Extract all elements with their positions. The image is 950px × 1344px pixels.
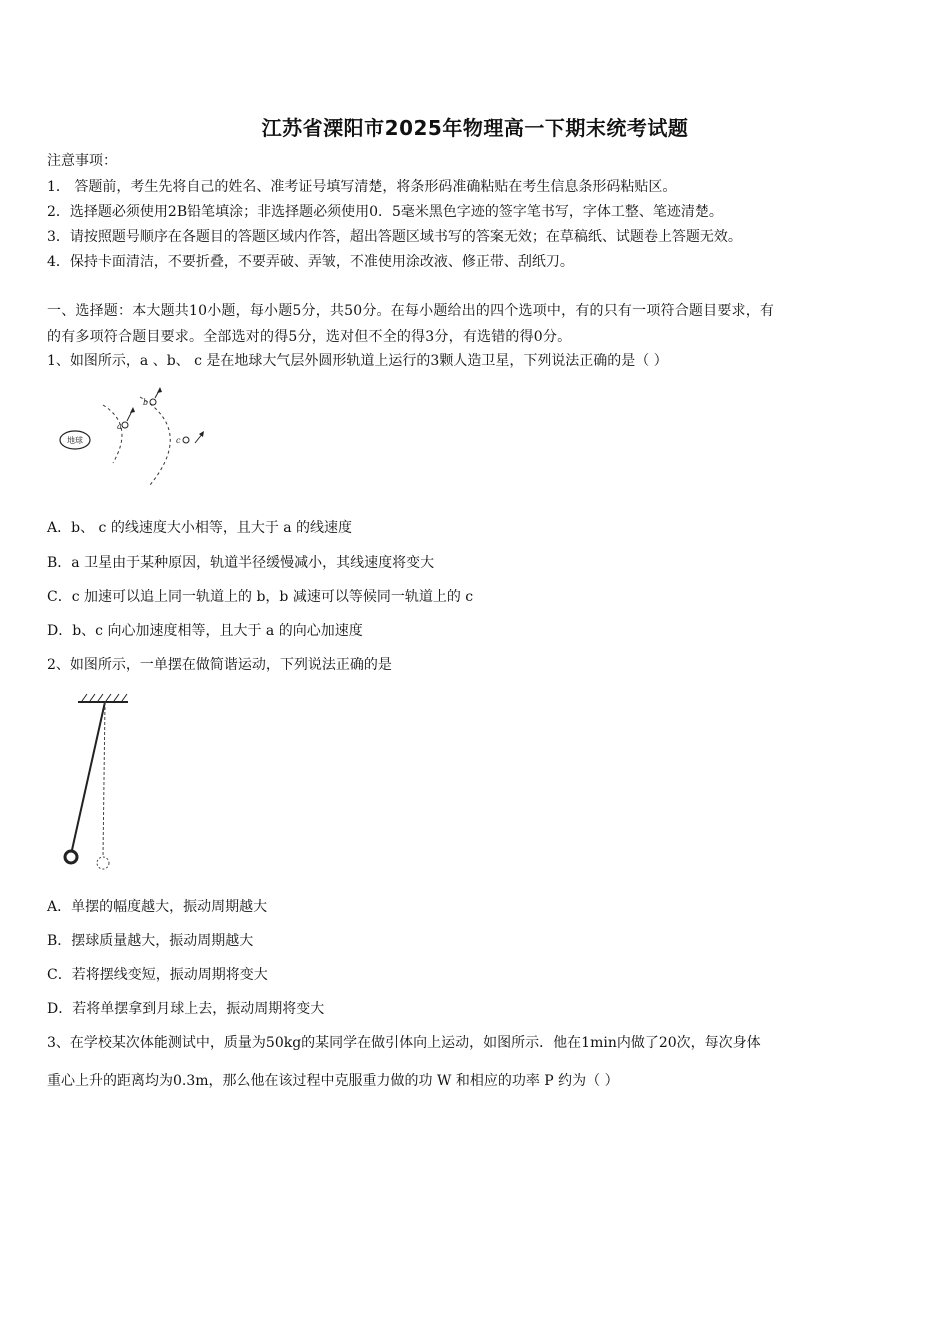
notice-item: 2．选择题必须使用2B铅笔填涂；非选择题必须使用0．5毫米黑色字迹的签字笔书写，字体工整、笔迹清楚。: [47, 204, 723, 220]
pendulum-bob: [65, 851, 77, 863]
satellite-c: [183, 437, 189, 443]
notice-item: 4．保持卡面清洁，不要折叠，不要弄破、弄皱，不准使用涂改液、修正带、刮纸刀。: [47, 254, 574, 270]
satellite-b: [150, 399, 156, 405]
question-1-option-c: C．c 加速可以追上同一轨道上的 b，b 减速可以等候同一轨道上的 c: [47, 589, 474, 605]
question-1-option-b: B．a 卫星由于某种原因，轨道半径缓慢减小，其线速度将变大: [47, 555, 435, 571]
pendulum-figure: [60, 690, 135, 875]
velocity-arrowhead-a: [130, 407, 135, 413]
satellite-c-label: c: [176, 436, 181, 445]
velocity-arrowhead-c: [199, 431, 204, 437]
satellite-a: [122, 422, 128, 428]
question-1-option-d: D．b、c 向心加速度相等，且大于 a 的向心加速度: [47, 623, 363, 639]
notice-item: 1． 答题前，考生先将自己的姓名、准考证号填写清楚，将条形码准确粘贴在考生信息条形码粘贴区。: [47, 179, 677, 195]
question-2-option-c: C．若将摆线变短，振动周期将变大: [47, 967, 268, 983]
equilibrium-string: [103, 702, 105, 857]
page-title: 江苏省溧阳市2025年物理高一下期末统考试题: [261, 116, 689, 140]
section-intro-line-2: 的有多项符合题目要求。全部选对的得5分，选对但不全的得3分，有选错的得0分。: [47, 329, 572, 345]
orbit-a: [103, 405, 122, 463]
question-3-stem-line-1: 3、在学校某次体能测试中，质量为50kg的某同学在做引体向上运动，如图所示．他在1min内做了20次，每次身体: [47, 1035, 761, 1051]
question-2-option-d: D．若将单摆拿到月球上去，振动周期将变大: [47, 1001, 325, 1017]
notice-item: 3．请按照题号顺序在各题目的答题区域内作答，超出答题区域书写的答案无效；在草稿纸、试题卷上答题无效。: [47, 229, 742, 245]
pendulum-string: [72, 702, 105, 850]
question-3-stem-line-2: 重心上升的距离均为0.3m，那么他在该过程中克服重力做的功 W 和相应的功率 P 约为（ ）: [47, 1073, 619, 1089]
satellite-orbit-figure: [55, 385, 215, 490]
equilibrium-bob: [97, 857, 109, 869]
satellite-b-label: b: [143, 398, 149, 407]
question-2-stem: 2、如图所示，一单摆在做简谐运动，下列说法正确的是: [47, 657, 392, 673]
earth-label: 地球: [67, 436, 83, 445]
question-2-option-a: A．单摆的幅度越大，振动周期越大: [47, 899, 268, 915]
orbit-bc: [140, 397, 170, 485]
notice-heading: 注意事项：: [47, 153, 117, 169]
section-intro-line-1: 一、选择题：本大题共10小题，每小题5分，共50分。在每小题给出的四个选项中，有的只有一项符合题目要求，有: [47, 303, 775, 319]
ceiling-hatch: [82, 694, 127, 701]
satellite-a-label: a: [117, 422, 122, 431]
question-1-stem: 1、如图所示，a 、b、 c 是在地球大气层外圆形轨道上运行的3颗人造卫星，下列说法正确的是（ ）: [47, 353, 668, 369]
velocity-arrowhead-b: [157, 387, 162, 393]
question-1-option-a: A．b、 c 的线速度大小相等，且大于 a 的线速度: [47, 520, 353, 536]
question-2-option-b: B．摆球质量越大，振动周期越大: [47, 933, 254, 949]
